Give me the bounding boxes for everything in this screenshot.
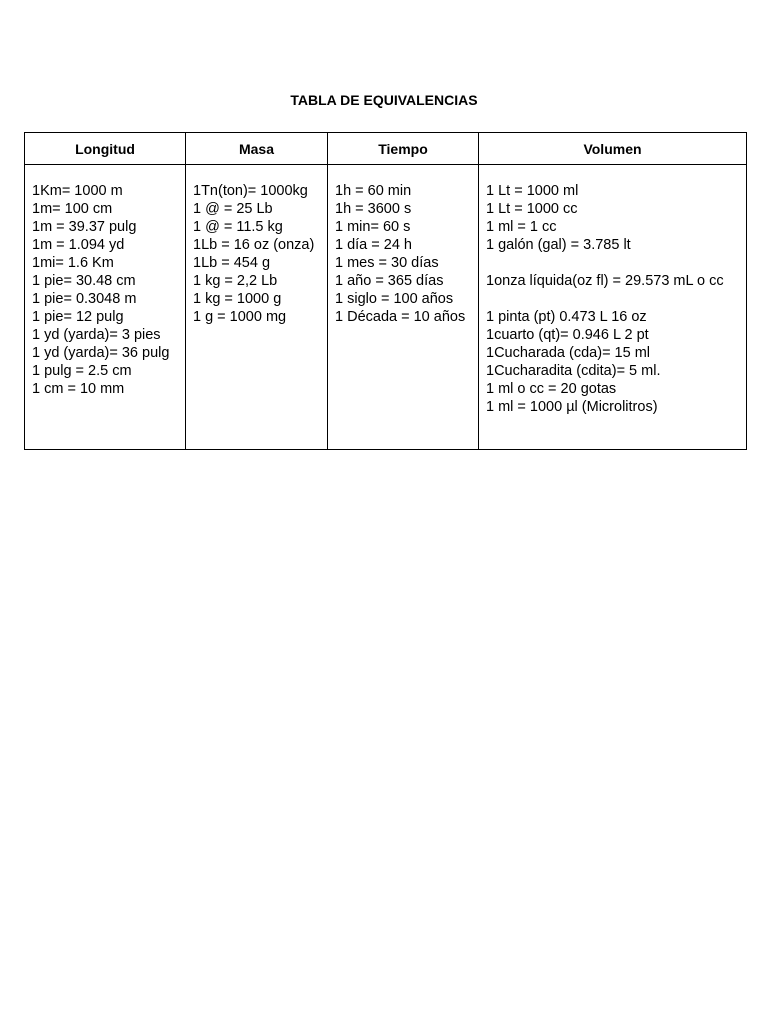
document-title: TABLA DE EQUIVALENCIAS bbox=[290, 92, 478, 108]
conversion-line: 1 galón (gal) = 3.785 lt bbox=[486, 237, 631, 253]
column-header-tiempo: Tiempo bbox=[328, 133, 479, 165]
conversion-line: 1cuarto (qt)= 0.946 L 2 pt bbox=[486, 327, 649, 343]
blank-line bbox=[486, 290, 746, 308]
volumen-cell bbox=[479, 165, 747, 450]
conversion-line: 1 ml = 1 cc bbox=[486, 219, 557, 235]
conversion-line: 1 @ = 11.5 kg bbox=[193, 219, 283, 235]
conversion-line: 1h = 60 min bbox=[335, 183, 412, 199]
conversion-line: 1 yd (yarda)= 3 pies bbox=[32, 327, 161, 343]
conversion-line: 1m= 100 cm bbox=[32, 201, 113, 217]
conversion-line: 1Lb = 16 oz (onza) bbox=[193, 237, 315, 253]
conversion-line: 1Lb = 454 g bbox=[193, 255, 271, 271]
conversion-line: 1 pulg = 2.5 cm bbox=[32, 363, 132, 379]
blank-line bbox=[486, 254, 746, 272]
conversion-line: 1Cucharada (cda)= 15 ml bbox=[486, 345, 651, 361]
conversion-line: 1 mes = 30 días bbox=[335, 255, 439, 271]
conversion-line: 1 @ = 25 Lb bbox=[193, 201, 273, 217]
conversion-line: 1m = 39.37 pulg bbox=[32, 219, 137, 235]
conversion-line: 1 pinta (pt) 0.473 L 16 oz bbox=[486, 309, 647, 325]
conversion-line: 1 min= 60 s bbox=[335, 219, 411, 235]
conversion-line: 1 pie= 0.3048 m bbox=[32, 291, 137, 307]
conversion-line: 1m = 1.094 yd bbox=[32, 237, 125, 253]
conversion-line: 1 Década = 10 años bbox=[335, 309, 466, 325]
column-header-masa: Masa bbox=[186, 133, 328, 165]
conversion-line: 1 ml = 1000 µl (Microlitros) bbox=[486, 399, 658, 415]
conversion-line: 1 día = 24 h bbox=[335, 237, 412, 253]
conversion-line: 1 g = 1000 mg bbox=[193, 309, 287, 325]
conversion-line: 1 kg = 1000 g bbox=[193, 291, 282, 307]
conversion-line: 1mi= 1.6 Km bbox=[32, 255, 114, 271]
equivalence-table bbox=[24, 132, 747, 450]
tiempo-cell bbox=[328, 165, 479, 450]
values-row bbox=[25, 165, 747, 450]
masa-cell bbox=[186, 165, 328, 450]
header-row bbox=[25, 133, 747, 165]
conversion-line: 1 año = 365 días bbox=[335, 273, 444, 289]
longitud-cell bbox=[25, 165, 186, 450]
conversion-line: 1 yd (yarda)= 36 pulg bbox=[32, 345, 170, 361]
conversion-line: 1 kg = 2,2 Lb bbox=[193, 273, 278, 289]
conversion-line: 1 siglo = 100 años bbox=[335, 291, 454, 307]
conversion-line: 1 pie= 30.48 cm bbox=[32, 273, 136, 289]
conversion-line: 1Km= 1000 m bbox=[32, 183, 123, 199]
conversion-line: 1 Lt = 1000 cc bbox=[486, 201, 578, 217]
column-header-longitud: Longitud bbox=[25, 133, 186, 165]
column-header-volumen: Volumen bbox=[479, 133, 747, 165]
conversion-line: 1Tn(ton)= 1000kg bbox=[193, 183, 308, 199]
conversion-line: 1 Lt = 1000 ml bbox=[486, 183, 579, 199]
conversion-line: 1 cm = 10 mm bbox=[32, 381, 125, 397]
conversion-line: 1 ml o cc = 20 gotas bbox=[486, 381, 617, 397]
conversion-line: 1h = 3600 s bbox=[335, 201, 412, 217]
conversion-line: 1 pie= 12 pulg bbox=[32, 309, 124, 325]
conversion-line: 1onza líquida(oz fl) = 29.573 mL o cc bbox=[486, 273, 724, 289]
conversion-line: 1Cucharadita (cdita)= 5 ml. bbox=[486, 363, 661, 379]
